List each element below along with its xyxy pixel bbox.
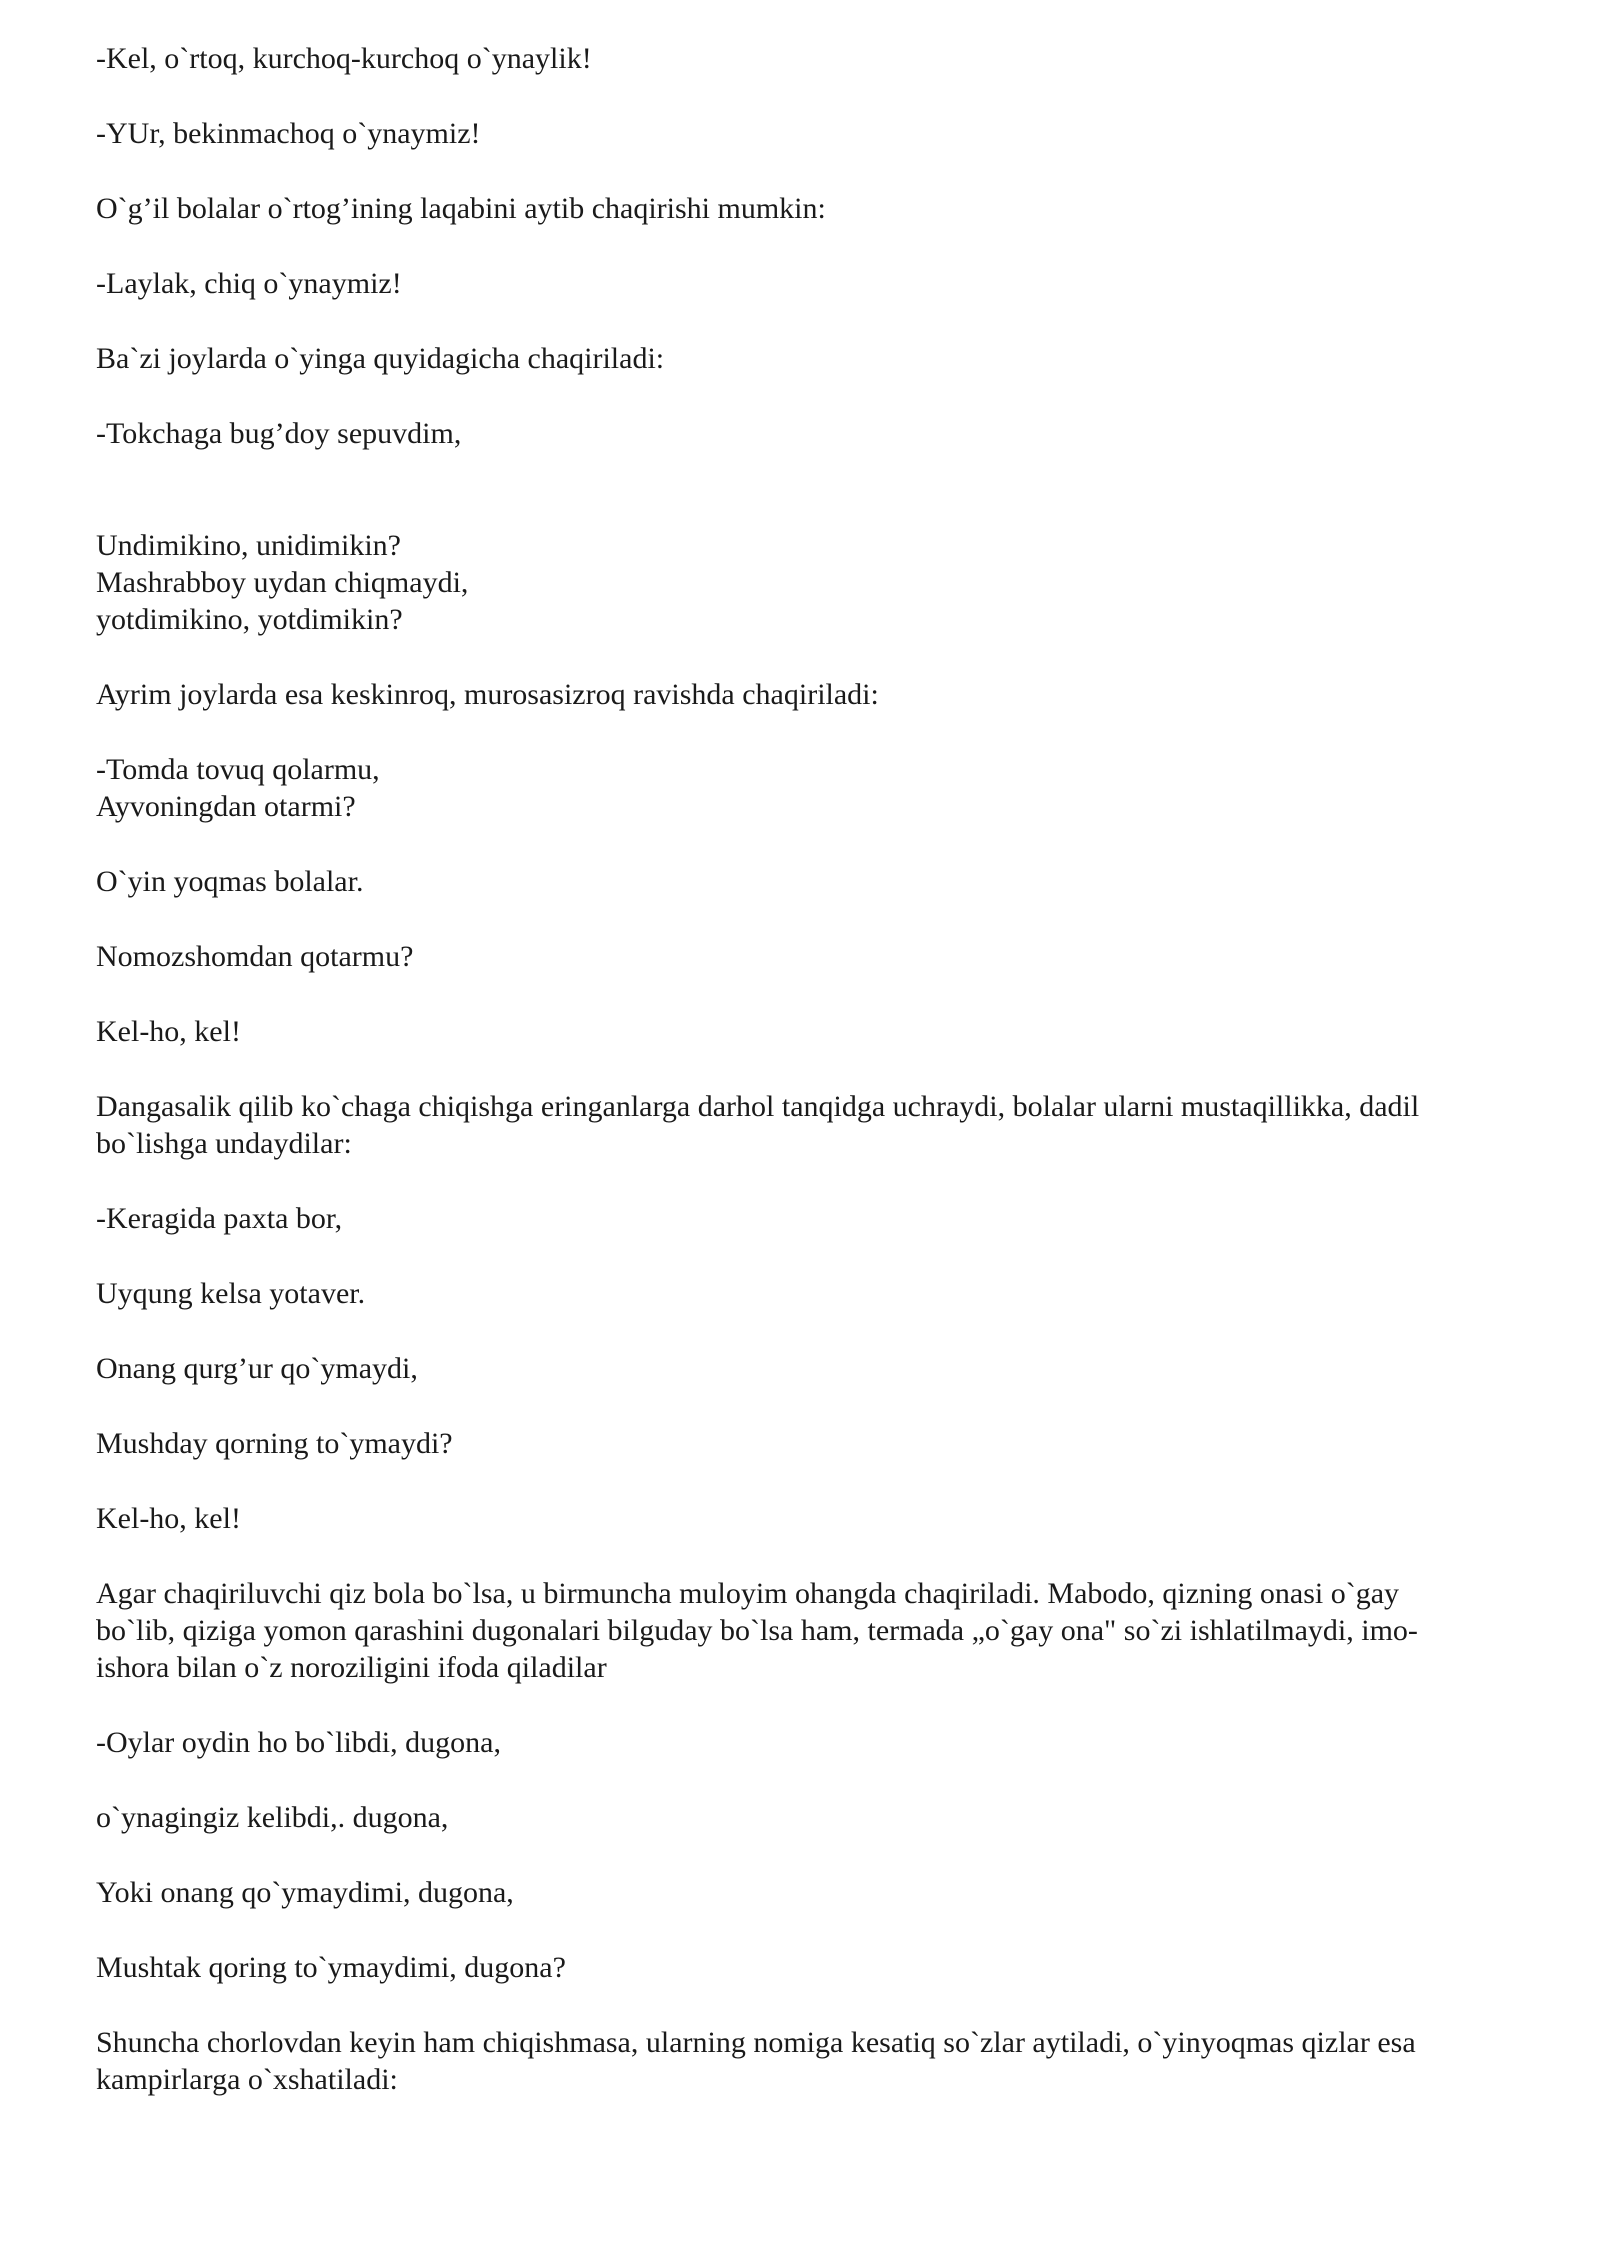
text-paragraph: [96, 1275, 1526, 1312]
text-line: -Keragida paxta bor,: [96, 1202, 343, 1235]
text-line: Mushday qorning to`ymaydi?: [96, 1427, 453, 1460]
text-line: -Laylak, chiq o`ynaymiz!: [96, 267, 402, 300]
text-paragraph: [96, 527, 1526, 638]
text-line: kampirlarga o`xshatiladi:: [96, 2063, 398, 2096]
document-page: [96, 40, 1526, 2136]
text-paragraph: [96, 340, 1526, 377]
text-line: Shuncha chorlovdan keyin ham chiqishmasa, ularning nomiga kesatiq so`zlar aytiladi, o`yinyoqmas qizlar esa: [96, 2026, 1416, 2059]
text-paragraph: [96, 1013, 1526, 1050]
text-paragraph: [96, 938, 1526, 975]
text-line: -Kel, o`rtoq, kurchoq-kurchoq o`ynaylik!: [96, 42, 592, 75]
text-line: -YUr, bekinmachoq o`ynaymiz!: [96, 117, 481, 150]
text-line: Ayvoningdan otarmi?: [96, 790, 356, 823]
text-paragraph: [96, 40, 1526, 77]
text-paragraph: [96, 415, 1526, 452]
text-line: Ba`zi joylarda o`yinga quyidagicha chaqiriladi:: [96, 342, 665, 375]
text-line: Uyqung kelsa yotaver.: [96, 1277, 366, 1310]
text-line: bo`lishga undaydilar:: [96, 1127, 352, 1160]
text-line: Agar chaqiriluvchi qiz bola bo`lsa, u birmuncha muloyim ohangda chaqiriladi. Mabodo, qizning onasi o`gay: [96, 1577, 1400, 1610]
text-line: yotdimikino, yotdimikin?: [96, 603, 403, 636]
text-line: o`ynagingiz kelibdi,. dugona,: [96, 1801, 449, 1834]
text-paragraph: [96, 676, 1526, 713]
text-line: Dangasalik qilib ko`chaga chiqishga eringanlarga darhol tanqidga uchraydi, bolalar ularni mustaqillikka, dadil: [96, 1090, 1420, 1123]
text-line: Mushtak qoring to`ymaydimi, dugona?: [96, 1951, 566, 1984]
text-line: Ayrim joylarda esa keskinroq, murosasizroq ravishda chaqiriladi:: [96, 678, 879, 711]
text-line: Nomozshomdan qotarmu?: [96, 940, 414, 973]
text-line: Yoki onang qo`ymaydimi, dugona,: [96, 1876, 514, 1909]
text-paragraph: [96, 190, 1526, 227]
text-line: O`yin yoqmas bolalar.: [96, 865, 364, 898]
text-paragraph: [96, 1088, 1526, 1162]
text-line: O`g’il bolalar o`rtog’ining laqabini aytib chaqirishi mumkin:: [96, 192, 826, 225]
text-paragraph: [96, 2024, 1526, 2098]
text-line: -Tomda tovuq qolarmu,: [96, 753, 380, 786]
text-line: Onang qurg’ur qo`ymaydi,: [96, 1352, 418, 1385]
text-line: Undimikino, unidimikin?: [96, 529, 401, 562]
text-paragraph: [96, 863, 1526, 900]
text-paragraph: [96, 1500, 1526, 1537]
text-paragraph: [96, 115, 1526, 152]
text-paragraph: [96, 1949, 1526, 1986]
text-paragraph: [96, 1575, 1526, 1686]
text-paragraph: [96, 1350, 1526, 1387]
text-paragraph: [96, 1724, 1526, 1761]
text-paragraph: [96, 1425, 1526, 1462]
text-line: -Tokchaga bug’doy sepuvdim,: [96, 417, 462, 450]
text-line: bo`lib, qiziga yomon qarashini dugonalari bilguday bo`lsa ham, termada „o`gay ona" so`zi ishlatilmaydi, imo-: [96, 1614, 1418, 1647]
text-paragraph: [96, 1874, 1526, 1911]
text-paragraph: [96, 265, 1526, 302]
text-paragraph: [96, 1799, 1526, 1836]
text-paragraph: [96, 1200, 1526, 1237]
text-line: ishora bilan o`z noroziligini ifoda qiladilar: [96, 1651, 607, 1684]
text-line: Kel-ho, kel!: [96, 1502, 241, 1535]
text-line: -Oylar oydin ho bo`libdi, dugona,: [96, 1726, 501, 1759]
text-paragraph: [96, 751, 1526, 825]
text-line: Kel-ho, kel!: [96, 1015, 241, 1048]
text-line: Mashrabboy uydan chiqmaydi,: [96, 566, 469, 599]
